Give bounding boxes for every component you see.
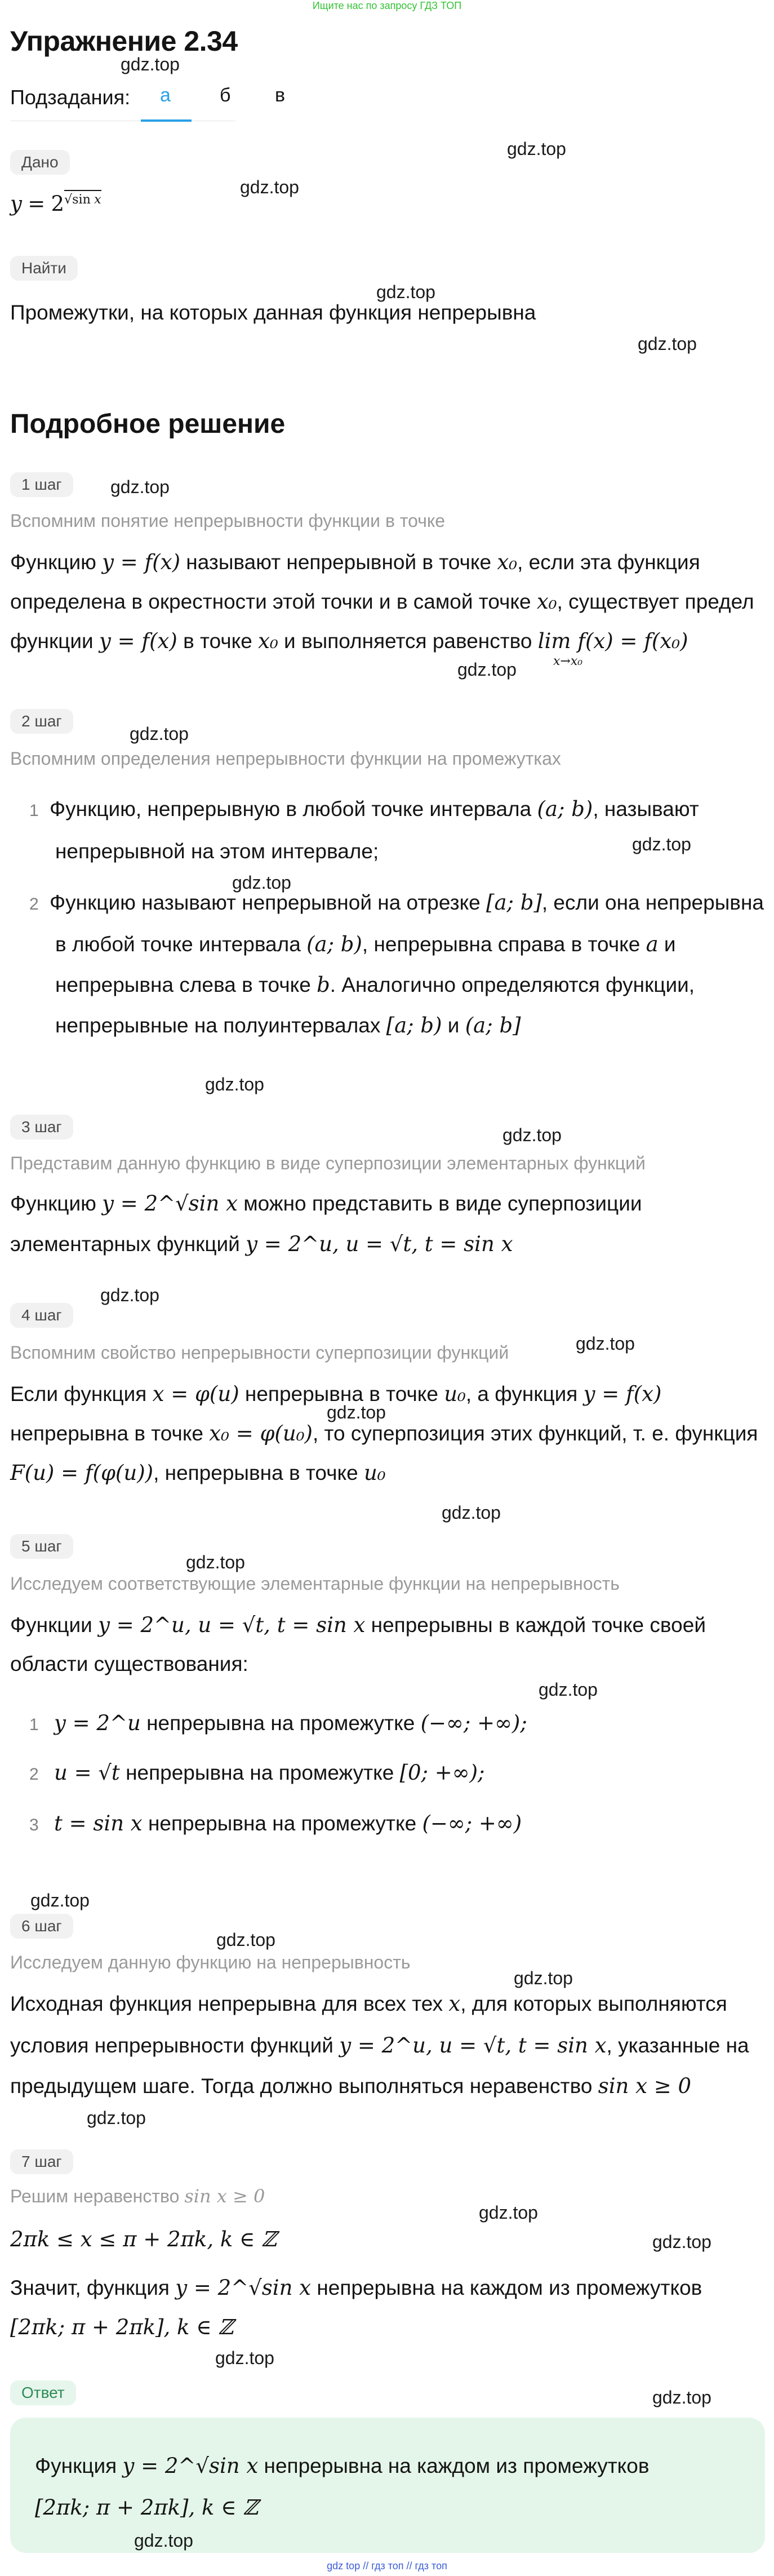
step-2-item-1-line-1: Функцию, непрерывную в любой точке интервала (a; b), называют: [50, 797, 699, 821]
watermark: gdz.top: [327, 1402, 386, 1422]
step-7-line-2: Значит, функция y = 2^√sin x непрерывна на каждом из промежутков: [10, 2276, 702, 2300]
step-6-line-2: условия непрерывности функций y = 2^u, u = √t, t = sin x, указанные на: [10, 2033, 749, 2058]
watermark: gdz.top: [638, 334, 697, 354]
step-6-hint: Исследуем данную функцию на непрерывность: [10, 1952, 411, 1972]
step-5-item-2: u = √t непрерывна на промежутке [0; +∞);: [54, 1761, 485, 1785]
step-2-item-2-line-4: непрерывные на полуинтервалах [a; b) и (a; b]: [55, 1013, 521, 1038]
step-2-hint: Вспомним определения непрерывности функции на промежутках: [10, 748, 561, 769]
step-2-item-1-number: 1: [29, 801, 39, 820]
step-2-item-2-line-1: Функцию называют непрерывной на отрезке [a; b], если она непрерывна: [50, 890, 764, 915]
step-1-badge: 1 шаг: [10, 472, 73, 497]
step-5-line-1: Функции y = 2^u, u = √t, t = sin x непрерывны в каждой точке своей: [10, 1613, 706, 1637]
step-2-item-1-line-2: непрерывной на этом интервале;: [55, 840, 379, 863]
answer-box: [10, 2418, 765, 2553]
tab-subtask-v[interactable]: в: [275, 85, 286, 106]
page-title: Упражнение 2.34: [10, 25, 238, 57]
watermark: gdz.top: [632, 834, 691, 854]
step-1-line-1: Функцию y = f(x) называют непрерывной в точке x₀, если эта функция: [10, 550, 700, 574]
step-5-hint: Исследуем соответствующие элементарные функции на непрерывность: [10, 1573, 620, 1594]
step-2-item-2-line-2: в любой точке интервала (a; b), непрерывна справа в точке a и: [55, 932, 676, 956]
watermark: gdz.top: [216, 1930, 275, 1950]
step-1-line-2: определена в окрестности этой точки и в самой точке x₀, существует предел: [10, 589, 754, 614]
watermark: gdz.top: [502, 1125, 562, 1145]
solution-title: Подробное решение: [10, 409, 286, 439]
watermark: gdz.top: [134, 2530, 193, 2551]
watermark: gdz.top: [110, 477, 170, 497]
watermark: gdz.top: [442, 1502, 501, 1523]
answer-line-1: Функция y = 2^√sin x непрерывна на каждом из промежутков: [35, 2454, 650, 2478]
step-1-line-3: функции y = f(x) в точке x₀ и выполняется равенство lim f(x) = f(x₀): [10, 629, 688, 653]
watermark: gdz.top: [576, 1333, 635, 1354]
step-5-item-3-number: 3: [29, 1816, 39, 1834]
step-6-badge: 6 шаг: [10, 1914, 73, 1939]
watermark: gdz.top: [87, 2108, 146, 2128]
watermark: gdz.top: [205, 1074, 264, 1094]
find-badge: Найти: [10, 256, 78, 281]
step-5-item-1-number: 1: [29, 1715, 39, 1734]
step-7-inequality-solution: 2πk ≤ x ≤ π + 2πk, k ∈ ℤ: [10, 2227, 277, 2251]
step-4-line-2: непрерывна в точке x₀ = φ(u₀), то суперпозиция этих функций, т. е. функция: [10, 1421, 758, 1446]
step-2-item-2-line-3: непрерывна слева в точке b. Аналогично определяются функции,: [55, 973, 695, 997]
active-tab-indicator: [141, 119, 192, 122]
answer-line-2: [2πk; π + 2πk], k ∈ ℤ: [35, 2495, 259, 2520]
step-5-item-1: y = 2^u непрерывна на промежутке (−∞; +∞);: [54, 1711, 527, 1735]
find-text: Промежутки, на которых данная функция непрерывна: [10, 301, 536, 324]
watermark: gdz.top: [539, 1679, 598, 1700]
tab-subtask-b[interactable]: б: [220, 85, 231, 106]
watermark: gdz.top: [232, 872, 291, 893]
step-3-line-2: элементарных функций y = 2^u, u = √t, t = sin x: [10, 1232, 513, 1256]
watermark: gdz.top: [130, 724, 189, 744]
watermark: gdz.top: [30, 1890, 90, 1910]
watermark: gdz.top: [186, 1552, 245, 1572]
given-formula: $y = 2^{√sin x}$: [10, 192, 101, 216]
search-hint-banner: Ищите нас по запросу ГДЗ ТОП: [312, 0, 462, 11]
step-4-badge: 4 шаг: [10, 1303, 73, 1328]
step-5-item-2-number: 2: [29, 1765, 39, 1784]
step-3-hint: Представим данную функцию в виде суперпозиции элементарных функций: [10, 1153, 646, 1173]
step-4-hint: Вспомним свойство непрерывности суперпозиции функций: [10, 1342, 509, 1363]
step-2-badge: 2 шаг: [10, 709, 73, 734]
step-5-badge: 5 шаг: [10, 1534, 73, 1559]
step-6-line-1: Исходная функция непрерывна для всех тех x, для которых выполняются: [10, 1992, 727, 2016]
limit-subscript: x→x₀: [553, 654, 583, 668]
tab-subtask-a[interactable]: а: [160, 85, 171, 106]
watermark: gdz.top: [100, 1285, 159, 1305]
watermark: gdz.top: [240, 177, 299, 197]
step-2-item-2-number: 2: [29, 895, 39, 914]
step-7-intervals: [2πk; π + 2πk], k ∈ ℤ: [10, 2315, 234, 2339]
watermark: gdz.top: [479, 2202, 538, 2223]
watermark: gdz.top: [652, 2232, 711, 2252]
given-badge: Дано: [10, 150, 70, 175]
step-4-line-1: Если функция x = φ(u) непрерывна в точке u₀, а функция y = f(x): [10, 1382, 662, 1406]
watermark: gdz.top: [457, 659, 517, 680]
step-4-line-3: F(u) = f(φ(u)), непрерывна в точке u₀: [10, 1461, 386, 1485]
watermark: gdz.top: [514, 1968, 573, 1988]
step-1-hint: Вспомним понятие непрерывности функции в точке: [10, 511, 446, 531]
step-7-hint: Решим неравенство sin x ≥ 0: [10, 2185, 265, 2207]
step-6-line-3: предыдущем шаге. Тогда должно выполняться неравенство sin x ≥ 0: [10, 2074, 692, 2098]
answer-badge: Ответ: [10, 2380, 76, 2405]
footer-links[interactable]: gdz top // гдз топ // гдз топ: [327, 2560, 447, 2571]
watermark: gdz.top: [507, 139, 566, 159]
watermark: gdz.top: [376, 282, 435, 302]
watermark: gdz.top: [121, 54, 180, 74]
step-5-line-2: области существования:: [10, 1652, 248, 1675]
step-3-line-1: Функцию y = 2^√sin x можно представить в виде суперпозиции: [10, 1191, 642, 1216]
subtasks-label: Подзадания:: [10, 86, 131, 109]
step-7-badge: 7 шаг: [10, 2149, 73, 2174]
step-5-item-3: t = sin x непрерывна на промежутке (−∞; +∞): [54, 1811, 522, 1835]
step-3-badge: 3 шаг: [10, 1115, 73, 1140]
watermark: gdz.top: [215, 2348, 274, 2368]
watermark: gdz.top: [652, 2387, 711, 2407]
